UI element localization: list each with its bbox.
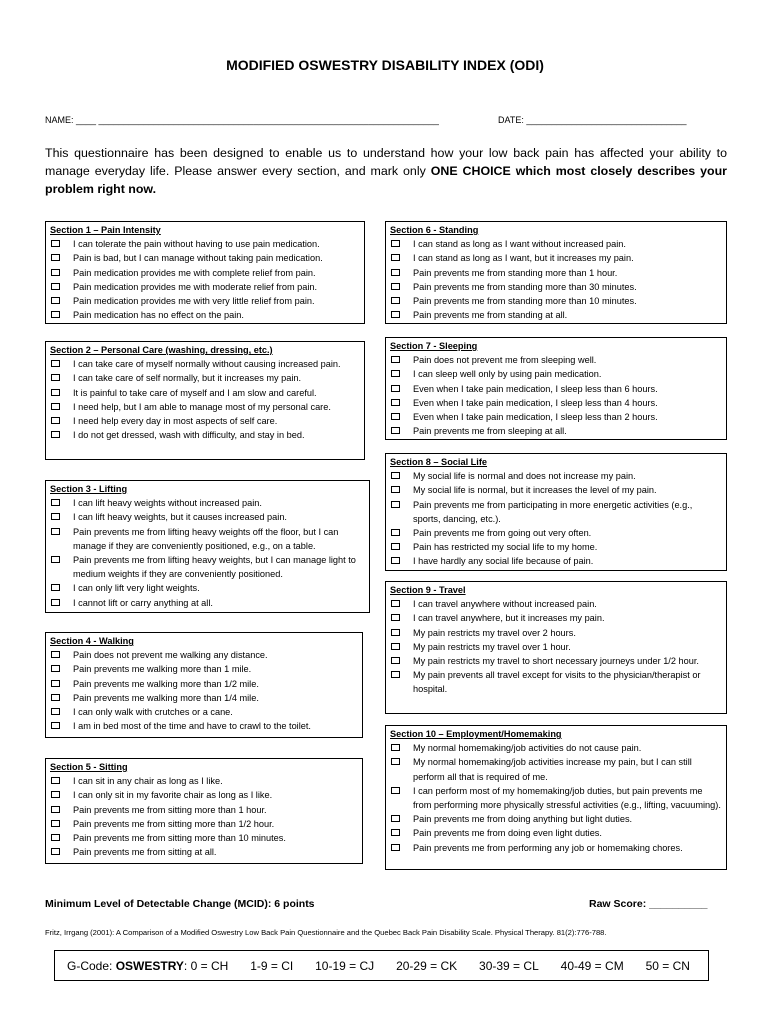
gcode-first bbox=[67, 959, 228, 973]
answer-option-label: I can only walk with crutches or a cane. bbox=[73, 707, 233, 718]
gcode-range: 10-19 = CJ bbox=[315, 958, 375, 973]
section-employment-homemaking bbox=[385, 725, 727, 870]
checkbox[interactable] bbox=[51, 240, 60, 247]
checkbox[interactable] bbox=[51, 360, 60, 367]
checkbox[interactable] bbox=[51, 820, 60, 827]
answer-option-label: I can sit in any chair as long as I like. bbox=[73, 776, 223, 787]
answer-option bbox=[390, 668, 722, 696]
answer-option bbox=[50, 371, 360, 385]
answer-option-label: Pain does not prevent me walking any distance. bbox=[73, 650, 268, 661]
answer-option bbox=[50, 845, 358, 859]
checkbox[interactable] bbox=[391, 600, 400, 607]
answer-option bbox=[390, 640, 722, 654]
answer-option bbox=[390, 483, 722, 497]
answer-option-label: My pain restricts my travel over 1 hour. bbox=[413, 641, 571, 652]
checkbox[interactable] bbox=[391, 614, 400, 621]
answer-option-label: Pain prevents me from participating in more energetic activities (e.g., sports, dancing, etc.). bbox=[413, 499, 693, 524]
checkbox[interactable] bbox=[391, 385, 400, 392]
answer-option-label: I can perform most of my homemaking/job duties, but pain prevents me from performing more physically stressful activities (e.g., lifting, vacuuming). bbox=[413, 785, 721, 811]
answer-option-label: Pain prevents me walking more than 1 mile. bbox=[73, 664, 252, 675]
form-title: MODIFIED OSWESTRY DISABILITY INDEX (ODI) bbox=[226, 57, 544, 73]
answer-option bbox=[50, 294, 360, 308]
answer-option-label: My social life is normal, but it increases the level of my pain. bbox=[413, 485, 657, 496]
section-standing bbox=[385, 221, 727, 324]
section-lifting bbox=[45, 480, 370, 613]
answer-option-label: Even when I take pain medication, I sleep less than 2 hours. bbox=[413, 412, 658, 423]
section-walking bbox=[45, 632, 363, 738]
checkbox[interactable] bbox=[51, 848, 60, 855]
answer-option bbox=[50, 719, 358, 733]
answer-option bbox=[390, 410, 722, 424]
answer-option bbox=[50, 428, 360, 442]
answer-option bbox=[50, 525, 365, 553]
checkbox[interactable] bbox=[51, 417, 60, 424]
section-title: Section 7 - Sleeping bbox=[390, 341, 478, 351]
checkbox[interactable] bbox=[391, 787, 400, 794]
answer-option bbox=[390, 755, 722, 783]
answer-option-label: Pain prevents me walking more than 1/2 mile. bbox=[73, 678, 259, 689]
answer-option bbox=[50, 357, 360, 371]
answer-option bbox=[50, 662, 358, 676]
instructions-text: This questionnaire has been designed to enable us to understand how your low back pain has affected your ability to manage everyday life. Please answer every section, and mark only bbox=[45, 146, 727, 178]
answer-option-label: My social life is normal and does not increase my pain. bbox=[413, 471, 636, 482]
answer-option bbox=[390, 280, 722, 294]
checkbox[interactable] bbox=[391, 758, 400, 765]
gcode-bar bbox=[54, 950, 709, 981]
answer-option-label: I can only sit in my favorite chair as long as I like. bbox=[73, 790, 273, 801]
section-title: Section 8 – Social Life bbox=[390, 457, 488, 467]
checkbox[interactable] bbox=[391, 829, 400, 836]
citation: Fritz, Irrgang (2001): A Comparison of a Modified Oswestry Low Back Pain Questionnaire and the Quebec Back Pain Disability Scale. Physical Therapy. 81(2):776-788. bbox=[45, 928, 607, 937]
checkbox[interactable] bbox=[51, 499, 60, 506]
checkbox[interactable] bbox=[51, 374, 60, 381]
checkbox[interactable] bbox=[51, 283, 60, 290]
section-social-life bbox=[385, 453, 727, 571]
date-field[interactable]: DATE: ________________________________ bbox=[498, 115, 687, 125]
answer-option bbox=[50, 677, 358, 691]
checkbox[interactable] bbox=[51, 254, 60, 261]
checkbox[interactable] bbox=[391, 399, 400, 406]
section-title: Section 6 - Standing bbox=[390, 225, 479, 235]
answer-option-label: My pain restricts my travel over 2 hours. bbox=[413, 627, 576, 638]
checkbox[interactable] bbox=[51, 528, 60, 535]
answer-option bbox=[390, 469, 722, 483]
answer-option bbox=[390, 251, 722, 265]
answer-option-label: Pain prevents me from standing at all. bbox=[413, 310, 568, 321]
section-title: Section 9 - Travel bbox=[390, 585, 466, 595]
answer-option bbox=[390, 654, 722, 668]
answer-option-label: Pain prevents me from standing more than 10 minutes. bbox=[413, 296, 637, 307]
name-field[interactable]: NAME: ____ ____________________________________________________________________ bbox=[45, 115, 439, 125]
answer-option-label: Pain medication provides me with very little relief from pain. bbox=[73, 296, 315, 307]
section-title: Section 4 - Walking bbox=[50, 636, 134, 646]
gcode-range: 50 = CN bbox=[645, 958, 690, 973]
answer-option bbox=[50, 496, 365, 510]
answer-option bbox=[390, 266, 722, 280]
answer-option bbox=[50, 705, 358, 719]
checkbox[interactable] bbox=[391, 472, 400, 479]
answer-option-label: I can stand as long as I want, but it increases my pain. bbox=[413, 253, 634, 264]
section-title: Section 2 – Personal Care (washing, dressing, etc.) bbox=[50, 345, 273, 355]
gcode-range: 20-29 = CK bbox=[396, 958, 458, 973]
answer-option-label: My normal homemaking/job activities do not cause pain. bbox=[413, 743, 642, 754]
section-title: Section 3 - Lifting bbox=[50, 484, 128, 494]
answer-option-label: Pain does not prevent me from sleeping well. bbox=[413, 355, 597, 366]
checkbox[interactable] bbox=[391, 356, 400, 363]
answer-option bbox=[390, 237, 722, 251]
mcid-note: Minimum Level of Detectable Change (MCID): 6 points bbox=[45, 898, 315, 910]
answer-option-label: Pain prevents me from lifting heavy weights off the floor, but I can manage if they are conveniently positioned, e.g., on a table. bbox=[73, 526, 339, 551]
answer-option-label: Pain prevents me from doing anything but light duties. bbox=[413, 814, 633, 825]
answer-option bbox=[390, 611, 722, 625]
answer-option bbox=[50, 774, 358, 788]
checkbox[interactable] bbox=[51, 584, 60, 591]
answer-option-label: Pain prevents me from sitting more than 1/2 hour. bbox=[73, 818, 275, 829]
answer-option bbox=[390, 597, 722, 611]
gcode-range: 30-39 = CL bbox=[479, 958, 539, 973]
section-personal-care bbox=[45, 341, 365, 460]
answer-option-label: My pain prevents all travel except for visits to the physician/therapist or hospital. bbox=[413, 670, 701, 695]
checkbox[interactable] bbox=[51, 311, 60, 318]
raw-score-field[interactable]: Raw Score: __________ bbox=[589, 898, 708, 910]
answer-option-label: My normal homemaking/job activities increase my pain, but I can still perform all that is required of me. bbox=[413, 757, 692, 782]
checkbox[interactable] bbox=[391, 486, 400, 493]
answer-option-label: Pain prevents me from sitting more than 1 hour. bbox=[73, 804, 267, 815]
answer-option-label: Pain prevents me from performing any job or homemaking chores. bbox=[413, 842, 683, 853]
answer-option-label: Pain medication has no effect on the pain. bbox=[73, 310, 244, 321]
answer-option-label: Pain prevents me from sleeping at all. bbox=[413, 426, 567, 437]
checkbox[interactable] bbox=[391, 269, 400, 276]
answer-option-label: I need help every day in most aspects of self care. bbox=[73, 416, 278, 427]
answer-option bbox=[50, 691, 358, 705]
answer-option bbox=[50, 648, 358, 662]
checkbox[interactable] bbox=[391, 501, 400, 508]
checkbox[interactable] bbox=[391, 240, 400, 247]
answer-option bbox=[390, 540, 722, 554]
answer-option-label: I can tolerate the pain without having to use pain medication. bbox=[73, 239, 320, 250]
answer-option-label: I can lift heavy weights, but it causes increased pain. bbox=[73, 512, 287, 523]
answer-option-label: I can travel anywhere, but it increases my pain. bbox=[413, 613, 605, 624]
answer-option bbox=[50, 414, 360, 428]
answer-option-label: Pain medication provides me with complete relief from pain. bbox=[73, 267, 316, 278]
checkbox[interactable] bbox=[51, 708, 60, 715]
answer-option-label: I am in bed most of the time and have to crawl to the toilet. bbox=[73, 721, 311, 732]
answer-option-label: I can lift heavy weights without increased pain. bbox=[73, 498, 262, 509]
answer-option-label: Pain prevents me from lifting heavy weights, but I can manage light to medium weights if they are conveniently positioned. bbox=[73, 555, 356, 580]
answer-option bbox=[390, 554, 722, 568]
answer-option-label: Pain prevents me from going out very often. bbox=[413, 528, 592, 539]
answer-option-label: Even when I take pain medication, I sleep less than 4 hours. bbox=[413, 397, 658, 408]
answer-option bbox=[50, 251, 360, 265]
checkbox[interactable] bbox=[391, 529, 400, 536]
answer-option-label: I have hardly any social life because of pain. bbox=[413, 556, 594, 567]
answer-option-label: Even when I take pain medication, I sleep less than 6 hours. bbox=[413, 383, 658, 394]
checkbox[interactable] bbox=[51, 651, 60, 658]
answer-option-label: I can take care of self normally, but it increases my pain. bbox=[73, 373, 302, 384]
answer-option bbox=[390, 626, 722, 640]
checkbox[interactable] bbox=[51, 722, 60, 729]
section-sleeping bbox=[385, 337, 727, 440]
answer-option bbox=[390, 382, 722, 396]
answer-option bbox=[390, 812, 722, 826]
answer-option bbox=[50, 237, 360, 251]
answer-option-label: It is painful to take care of myself and I am slow and careful. bbox=[73, 387, 317, 398]
answer-option bbox=[50, 386, 360, 400]
answer-option-label: I do not get dressed, wash with difficulty, and stay in bed. bbox=[73, 430, 305, 441]
checkbox[interactable] bbox=[51, 513, 60, 520]
answer-option-label: I can take care of myself normally without causing increased pain. bbox=[73, 359, 341, 370]
answer-option bbox=[390, 353, 722, 367]
checkbox[interactable] bbox=[51, 389, 60, 396]
answer-option bbox=[50, 400, 360, 414]
answer-option bbox=[390, 841, 722, 855]
answer-option-label: I need help, but I am able to manage most of my personal care. bbox=[73, 401, 331, 412]
answer-option bbox=[50, 553, 365, 581]
checkbox[interactable] bbox=[391, 643, 400, 650]
section-title: Section 5 - Sitting bbox=[50, 762, 128, 772]
section-title: Section 10 – Employment/Homemaking bbox=[390, 729, 562, 739]
gcode-range-0: : 0 = CH bbox=[183, 958, 229, 973]
answer-option-label: Pain prevents me from standing more than 1 hour. bbox=[413, 267, 618, 278]
checkbox[interactable] bbox=[51, 431, 60, 438]
checkbox[interactable] bbox=[391, 297, 400, 304]
gcode-range: 1-9 = CI bbox=[250, 958, 294, 973]
answer-option-label: I can sleep well only by using pain medication. bbox=[413, 369, 602, 380]
checkbox[interactable] bbox=[51, 680, 60, 687]
checkbox[interactable] bbox=[391, 844, 400, 851]
answer-option-label: Pain prevents me from sitting at all. bbox=[73, 847, 217, 858]
answer-option-label: I can only lift very light weights. bbox=[73, 583, 200, 594]
checkbox[interactable] bbox=[391, 543, 400, 550]
answer-option bbox=[50, 280, 360, 294]
checkbox[interactable] bbox=[391, 744, 400, 751]
answer-option bbox=[390, 424, 722, 438]
checkbox[interactable] bbox=[51, 834, 60, 841]
gcode-range: 40-49 = CM bbox=[560, 958, 624, 973]
answer-option bbox=[390, 396, 722, 410]
answer-option bbox=[50, 581, 365, 595]
checkbox[interactable] bbox=[391, 311, 400, 318]
answer-option bbox=[50, 596, 365, 610]
checkbox[interactable] bbox=[51, 556, 60, 563]
answer-option-label: Pain is bad, but I can manage without taking pain medication. bbox=[73, 253, 323, 264]
answer-option-label: Pain prevents me from doing even light duties. bbox=[413, 828, 602, 839]
checkbox[interactable] bbox=[51, 777, 60, 784]
checkbox[interactable] bbox=[391, 413, 400, 420]
section-title: Section 1 – Pain Intensity bbox=[50, 225, 161, 235]
checkbox[interactable] bbox=[391, 427, 400, 434]
answer-option bbox=[50, 831, 358, 845]
section-pain-intensity bbox=[45, 221, 365, 324]
checkbox[interactable] bbox=[51, 806, 60, 813]
answer-option bbox=[50, 788, 358, 802]
answer-option bbox=[390, 498, 722, 526]
checkbox[interactable] bbox=[51, 297, 60, 304]
checkbox[interactable] bbox=[51, 665, 60, 672]
checkbox[interactable] bbox=[391, 370, 400, 377]
section-travel bbox=[385, 581, 727, 714]
instructions bbox=[45, 144, 727, 198]
checkbox[interactable] bbox=[391, 657, 400, 664]
answer-option-label: I can stand as long as I want without increased pain. bbox=[413, 239, 626, 250]
answer-option bbox=[390, 741, 722, 755]
answer-option-label: Pain medication provides me with moderate relief from pain. bbox=[73, 281, 318, 292]
checkbox[interactable] bbox=[51, 403, 60, 410]
checkbox[interactable] bbox=[51, 599, 60, 606]
answer-option bbox=[390, 826, 722, 840]
instructions-emphasis: ONE CHOICE which most closely describes your problem right now. bbox=[45, 164, 727, 196]
answer-option bbox=[390, 526, 722, 540]
answer-option bbox=[390, 294, 722, 308]
answer-option-label: My pain restricts my travel to short necessary journeys under 1/2 hour. bbox=[413, 656, 699, 667]
answer-option bbox=[390, 308, 722, 322]
answer-option bbox=[50, 266, 360, 280]
answer-option-label: I can travel anywhere without increased pain. bbox=[413, 599, 597, 610]
checkbox[interactable] bbox=[391, 557, 400, 564]
answer-option bbox=[50, 510, 365, 524]
gcode-name: OSWESTRY bbox=[115, 958, 184, 973]
answer-option-label: I cannot lift or carry anything at all. bbox=[73, 597, 213, 608]
answer-option-label: Pain prevents me from standing more than 30 minutes. bbox=[413, 281, 637, 292]
checkbox[interactable] bbox=[391, 629, 400, 636]
checkbox[interactable] bbox=[391, 815, 400, 822]
checkbox[interactable] bbox=[391, 283, 400, 290]
answer-option-label: Pain has restricted my social life to my home. bbox=[413, 542, 598, 553]
gcode-prefix: G-Code: bbox=[67, 958, 116, 973]
answer-option-label: Pain prevents me from sitting more than 10 minutes. bbox=[73, 833, 286, 844]
answer-option-label: Pain prevents me walking more than 1/4 mile. bbox=[73, 692, 259, 703]
checkbox[interactable] bbox=[51, 269, 60, 276]
answer-option bbox=[390, 367, 722, 381]
checkbox[interactable] bbox=[51, 791, 60, 798]
answer-option bbox=[50, 817, 358, 831]
answer-option bbox=[50, 308, 360, 322]
checkbox[interactable] bbox=[51, 694, 60, 701]
answer-option bbox=[390, 784, 722, 812]
answer-option bbox=[50, 803, 358, 817]
checkbox[interactable] bbox=[391, 671, 400, 678]
section-sitting bbox=[45, 758, 363, 864]
checkbox[interactable] bbox=[391, 254, 400, 261]
